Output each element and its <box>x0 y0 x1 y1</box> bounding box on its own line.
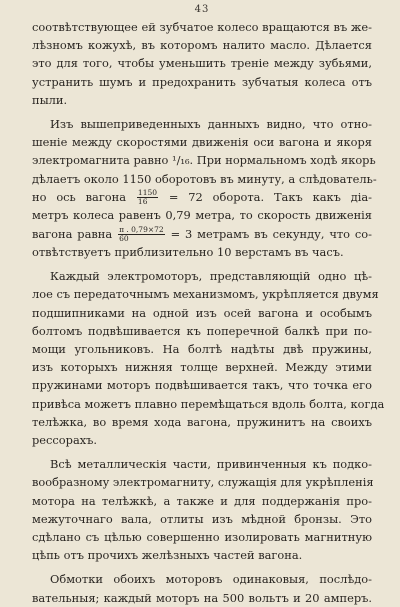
text-line: Обмотки обоихъ моторовъ одинаковыя, послѣдо- <box>50 572 372 587</box>
text-line: пыли. <box>32 92 68 107</box>
text-line: мотора на телѣжкѣ, а также и для поддержанія про- <box>32 493 372 508</box>
text-line: привѣса можетъ плавно перемѣщаться вдоль болта, когда <box>32 396 385 411</box>
fraction <box>118 226 165 243</box>
fraction-numerator: 1150 <box>137 188 158 198</box>
text-line: сдѣлано съ цѣлью совершенно изолировать магнитную <box>32 530 372 545</box>
text-line: пружинами моторъ подвѣшивается такъ, что точка его <box>32 378 372 393</box>
text-line: телѣжка, во время хода вагона, пружинитъ на своихъ <box>32 414 372 429</box>
text-line: рессорахъ. <box>32 433 98 448</box>
text-line: устранить шумъ и предохранить зубчатыя колеса отъ <box>32 74 372 89</box>
text-line: дѣлаетъ около 1150 оборотовъ въ минуту, а слѣдователь- <box>32 171 377 186</box>
text-line: Всѣ металлическія части, привинченныя къ подко- <box>50 457 372 472</box>
text-line: лѣзномъ кожухѣ, въ которомъ налито масло. Дѣлается <box>32 38 372 53</box>
text-line: Изъ вышеприведенныхъ данныхъ видно, что отно- <box>50 117 372 132</box>
text-line: лое съ передаточнымъ механизмомъ, укрѣпляется двумя <box>32 287 379 302</box>
page-number: 43 <box>194 4 210 15</box>
text-fragment: вагона равна <box>32 226 113 241</box>
paragraph-5 <box>32 570 372 606</box>
fraction <box>137 189 158 206</box>
text-line: шеніе между скоростями движенія оси вагона и якоря <box>32 135 372 150</box>
text-line: это для того, чтобы уменьшить треніе между зубьями, <box>32 56 372 71</box>
paragraph-1 <box>32 18 372 109</box>
paragraph-2 <box>32 115 377 261</box>
paragraph-3 <box>32 267 385 449</box>
text-line: соотвѣтствующее ей зубчатое колесо вращаются въ же- <box>32 20 372 34</box>
paragraph-4 <box>32 455 372 564</box>
text-line <box>32 188 372 207</box>
text-line: метръ колеса равенъ 0,79 метра, то скорость движенія <box>32 208 372 223</box>
text-line: электромагнита равно ¹/₁₆. При нормальномъ ходѣ якорь <box>32 153 376 168</box>
text-fragment: = 72 оборота. Такъ какъ діа- <box>168 189 373 204</box>
text-line <box>32 225 372 244</box>
text-fragment: = 3 метрамъ въ секунду, что со- <box>170 226 373 241</box>
text-line: изъ которыхъ нижняя толще верхней. Между этими <box>32 360 372 375</box>
text-line: вательныя; каждый моторъ на 500 вольтъ и 20 амперъ. <box>32 590 372 605</box>
text-line: отвѣтствуетъ приблизительно 10 верстамъ въ часъ. <box>32 245 344 260</box>
text-line: цѣпь отъ прочихъ желѣзныхъ частей вагона. <box>32 548 303 563</box>
fraction-denominator: 60 <box>119 234 129 244</box>
text-line: Каждый электромоторъ, представляющій одно цѣ- <box>50 269 372 284</box>
text-line: мощи угольниковъ. На болтѣ надѣты двѣ пружины, <box>32 342 372 357</box>
text-line: межуточнаго вала, отлиты изъ мѣдной бронзы. Это <box>32 511 372 526</box>
text-fragment: но ось вагона <box>32 189 127 204</box>
text-line: болтомъ подвѣшивается къ поперечной балкѣ при по- <box>32 323 372 338</box>
fraction-denominator: 16 <box>137 197 148 207</box>
text-line: вообразному электромагниту, служащія для укрѣпленія <box>32 475 374 490</box>
text-line: подшипниками на одной изъ осей вагона и особымъ <box>32 305 372 320</box>
fraction-numerator: π . 0,79×72 <box>119 225 164 235</box>
